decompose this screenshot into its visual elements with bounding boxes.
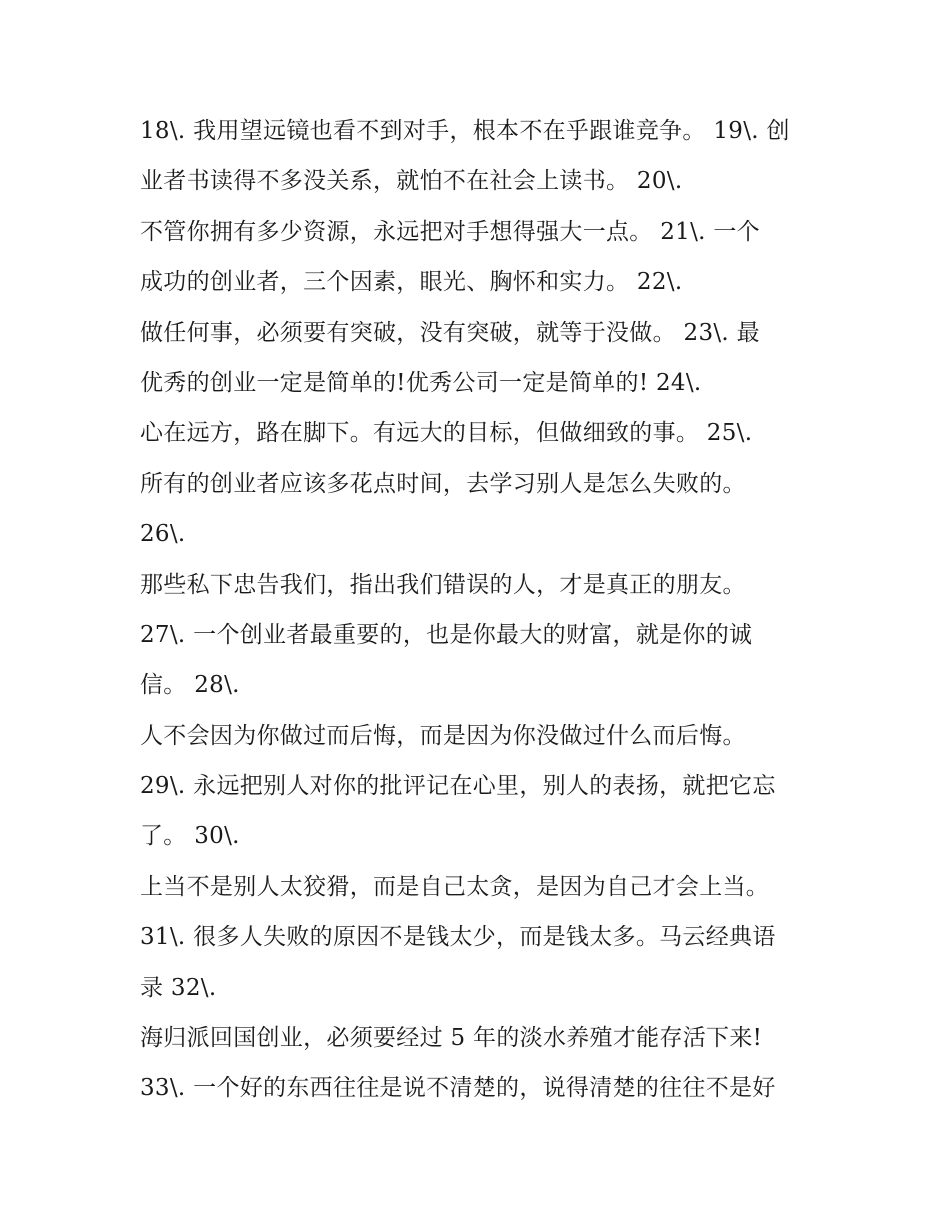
text-line: 业者书读得不多没关系，就怕不在社会上读书。 20\. <box>140 168 683 195</box>
text-line: 海归派回国创业，必须要经过 5 年的淡水养殖才能存活下来! <box>140 1025 763 1052</box>
text-line: 录 32\. <box>140 974 217 1001</box>
text-line: 成功的创业者，三个因素，眼光、胸怀和实力。 22\. <box>140 269 683 296</box>
text-line: 上当不是别人太狡猾，而是自己太贪，是因为自己才会上当。 <box>140 873 770 900</box>
text-line: 心在远方，路在脚下。有远大的目标，但做细致的事。 25\. <box>140 420 753 447</box>
text-line: 29\. 永远把别人对你的批评记在心里，别人的表扬，就把它忘 <box>140 773 776 800</box>
text-line: 做任何事，必须要有突破，没有突破，就等于没做。 23\. 最 <box>140 319 760 346</box>
text-line: 27\. 一个创业者最重要的，也是你最大的财富，就是你的诚 <box>140 621 753 648</box>
text-line: 18\. 我用望远镜也看不到对手，根本不在乎跟谁竞争。 19\. 创 <box>140 118 790 144</box>
text-line: 31\. 很多人失败的原因不是钱太少，而是钱太多。马云经典语 <box>140 924 776 951</box>
text-line: 26\. <box>140 521 186 548</box>
text-line: 优秀的创业一定是简单的!优秀公司一定是简单的! 24\. <box>140 369 702 396</box>
text-line: 了。 30\. <box>140 823 240 850</box>
text-line: 所有的创业者应该多花点时间，去学习别人是怎么失败的。 <box>140 470 746 497</box>
text-line: 人不会因为你做过而后悔，而是因为你没做过什么而后悔。 <box>140 722 746 749</box>
document-body <box>140 106 820 1114</box>
text-line: 信。 28\. <box>140 672 240 699</box>
text-line: 那些私下忠告我们，指出我们错误的人，才是真正的朋友。 <box>140 571 746 598</box>
text-line: 不管你拥有多少资源，永远把对手想得强大一点。 21\. 一个 <box>140 218 760 245</box>
text-line: 33\. 一个好的东西往往是说不清楚的，说得清楚的往往不是好 <box>140 1075 776 1102</box>
